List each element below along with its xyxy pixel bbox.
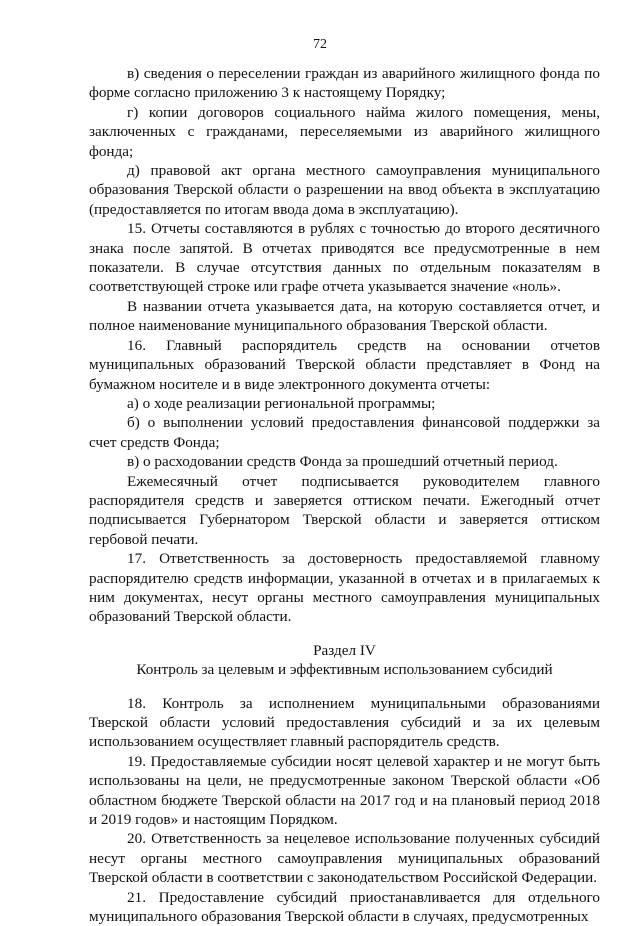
paragraph-15-reports-in-rubles: 15. Отчеты составляются в рублях с точностью до второго десятичного знака после запятой. В отчетах приводятся все предусмотренные в нем показатели. В случае отсутствия данных по отдельным показателям в соответствующей строке или графе отчета указывается значение «ноль».: [89, 220, 600, 296]
paragraph-18-control: 18. Контроль за исполнением муниципальными образованиями Тверской области условий предоставления субсидий и за их целевым использованием осуществляет главный распорядитель средств.: [89, 694, 600, 751]
paragraph-report-title-date: В названии отчета указывается дата, на которую составляется отчет, и полное наименование муниципального образования Тверской области.: [89, 297, 600, 335]
paragraph-item-a-program-progress: а) о ходе реализации региональной программы;: [127, 394, 436, 412]
paragraph-19-targeted-use: 19. Предоставляемые субсидии носят целевой характер и не могут быть использованы на цели, не предусмотренные законом Тверской области «Об областном бюджете Тверской области на 2017 год и на плановый период 2018 и 2019 годов» и настоящим Порядком.: [89, 752, 600, 829]
paragraph-item-b-conditions: б) о выполнении условий предоставления финансовой поддержки за счет средств Фонда;: [89, 414, 600, 451]
paragraph-monthly-report-signing: Ежемесячный отчет подписывается руководителем главного распорядителя средств и заверяется оттиском печати. Ежегодный отчет подписывается Губернатором Тверской области и заверяется оттиском гербовой печати.: [89, 472, 600, 548]
paragraph-16-main-administrator: 16. Главный распорядитель средств на основании отчетов муниципальных образований Тверской области представляет в Фонд на бумажном носителе и в виде электронного документа отчеты:: [89, 336, 600, 393]
paragraph-20-misuse-liability: 20. Ответственность за нецелевое использование полученных субсидий несут органы местного самоуправления муниципальных образований Тверской области в соответствии с законодательством Российской Федерации.: [89, 830, 600, 887]
paragraph-item-v-fund-spending: в) о расходовании средств Фонда за прошедший отчетный период.: [127, 453, 558, 471]
paragraph-item-v-resettlement-info: в) сведения о переселении граждан из аварийного жилищного фонда по форме согласно приложению 3 к настоящему Порядку;: [89, 65, 600, 102]
section-subtitle: Контроль за целевым и эффективным использованием субсидий: [136, 661, 553, 679]
paragraph-17-responsibility: 17. Ответственность за достоверность предоставляемой главному распорядителю средств информации, указанной в отчетах и в прилагаемых к ним документах, несут органы местного самоуправления муниципальных образований Тверской области.: [89, 550, 600, 626]
paragraph-item-d-legal-act: д) правовой акт органа местного самоуправления муниципального образования Тверской области о разрешении на ввод объекта в эксплуатацию (предоставляется по итогам ввода дома в эксплуатацию).: [89, 162, 600, 218]
paragraph-21-suspension: 21. Предоставление субсидий приостанавливается для отдельного муниципального образования Тверской области в случаях, предусмотренных: [89, 888, 600, 926]
paragraph-item-g-contract-copies: г) копии договоров социального найма жилого помещения, мены, заключенных с гражданами, переселяемыми из аварийного жилищного фонда;: [89, 103, 600, 160]
section-title: Раздел IV: [313, 641, 376, 659]
document-body: [89, 64, 600, 926]
page-number: 72: [313, 37, 327, 52]
